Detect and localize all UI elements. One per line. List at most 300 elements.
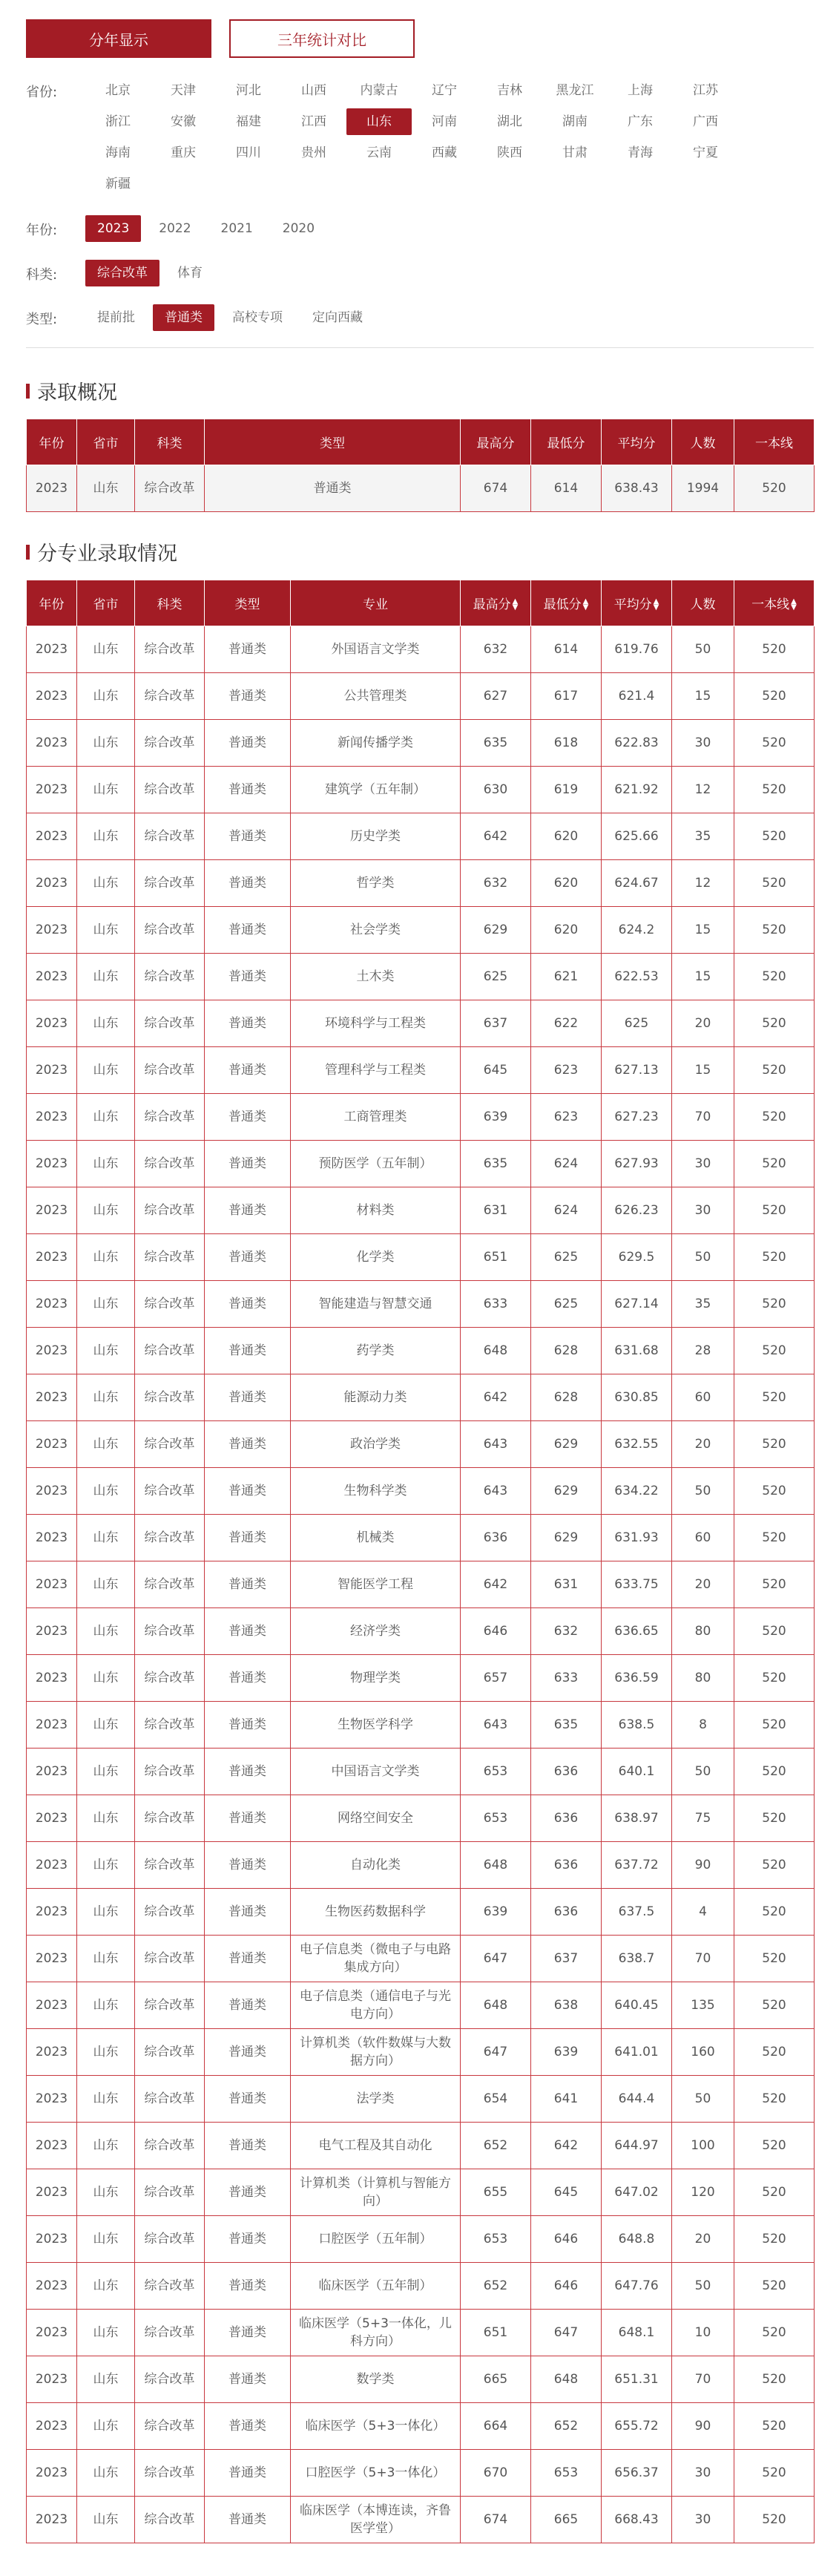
table-cell: 632.55 (602, 1421, 672, 1468)
table-cell: 2023 (27, 1795, 77, 1842)
table-cell: 653 (461, 1795, 531, 1842)
table-cell: 50 (672, 626, 734, 673)
table-row (27, 673, 815, 720)
table-cell: 法学类 (291, 2076, 461, 2123)
summary-header-cell: 平均分 (602, 419, 672, 465)
table-cell: 山东 (77, 2216, 135, 2263)
table-row (27, 1421, 815, 1468)
table-cell: 520 (734, 2450, 815, 2497)
table-cell: 山东 (77, 626, 135, 673)
table-cell: 75 (672, 1795, 734, 1842)
table-cell: 综合改革 (135, 1187, 205, 1234)
province-option[interactable]: 安徽 (171, 114, 196, 129)
province-option[interactable]: 黑龙江 (556, 83, 594, 98)
province-option[interactable]: 山西 (301, 83, 326, 98)
table-cell: 2023 (27, 2029, 77, 2076)
table-cell: 15 (672, 1047, 734, 1094)
tab-by-year[interactable]: 分年显示 (26, 19, 211, 58)
table-cell: 口腔医学（五年制） (291, 2216, 461, 2263)
province-option[interactable]: 辽宁 (432, 83, 457, 98)
table-cell: 普通类 (205, 2497, 291, 2543)
table-cell: 648 (461, 1842, 531, 1889)
table-cell: 普通类 (205, 1842, 291, 1889)
table-cell: 社会学类 (291, 907, 461, 954)
table-cell: 627.14 (602, 1281, 672, 1328)
province-option[interactable]: 云南 (366, 145, 392, 160)
table-cell: 520 (734, 1982, 815, 2029)
table-cell: 山东 (77, 813, 135, 860)
table-cell: 2023 (27, 2450, 77, 2497)
table-cell: 637 (461, 1000, 531, 1047)
table-cell: 655.72 (602, 2403, 672, 2450)
type-filter-label: 类型: (26, 312, 58, 327)
summary-header-cell: 科类 (135, 419, 205, 465)
table-cell: 520 (734, 2029, 815, 2076)
province-option[interactable]: 吉林 (497, 83, 522, 98)
table-cell: 520 (734, 907, 815, 954)
province-option[interactable]: 广东 (628, 114, 653, 129)
majors-header-cell[interactable] (531, 580, 602, 626)
table-cell: 637.72 (602, 1842, 672, 1889)
province-option[interactable]: 北京 (105, 83, 131, 98)
table-cell: 化学类 (291, 1234, 461, 1281)
province-filter-label: 省份: (26, 85, 58, 100)
table-cell: 625 (531, 1281, 602, 1328)
table-cell: 2023 (27, 1608, 77, 1655)
table-cell: 12 (672, 860, 734, 907)
table-cell: 2023 (27, 2216, 77, 2263)
table-cell: 653 (461, 2216, 531, 2263)
table-cell: 2023 (27, 813, 77, 860)
table-cell: 520 (734, 2216, 815, 2263)
table-cell: 644.97 (602, 2123, 672, 2169)
summary-cell: 2023 (27, 465, 77, 512)
province-option[interactable]: 宁夏 (693, 145, 718, 160)
table-cell: 633 (461, 1281, 531, 1328)
view-tabs (26, 19, 839, 58)
table-cell: 2023 (27, 720, 77, 767)
table-row (27, 2076, 815, 2123)
table-cell: 60 (672, 1374, 734, 1421)
table-cell: 653 (461, 1749, 531, 1795)
header-label: 平均分 (613, 597, 652, 612)
type-option[interactable]: 高校专项 (232, 310, 283, 325)
table-cell: 520 (734, 2169, 815, 2216)
table-cell: 普通类 (205, 954, 291, 1000)
province-option[interactable]: 河南 (432, 114, 457, 129)
province-option[interactable]: 青海 (628, 145, 653, 160)
province-option[interactable]: 新疆 (105, 177, 131, 191)
table-cell: 643 (461, 1702, 531, 1749)
table-cell: 622.53 (602, 954, 672, 1000)
table-row (27, 1000, 815, 1047)
header-label: 一本线 (751, 597, 790, 612)
table-row (27, 2169, 815, 2216)
table-cell: 山东 (77, 2123, 135, 2169)
table-cell: 520 (734, 1234, 815, 1281)
section-marker (26, 545, 30, 560)
table-cell: 2023 (27, 1374, 77, 1421)
table-cell: 20 (672, 1000, 734, 1047)
table-cell: 520 (734, 1608, 815, 1655)
table-cell: 综合改革 (135, 813, 205, 860)
table-row (27, 2216, 815, 2263)
province-option[interactable]: 陕西 (497, 145, 522, 160)
table-cell: 综合改革 (135, 1515, 205, 1561)
table-cell: 628 (531, 1374, 602, 1421)
summary-header-cell: 人数 (672, 419, 734, 465)
table-row (27, 2497, 815, 2543)
table-cell: 632 (531, 1608, 602, 1655)
table-cell: 综合改革 (135, 1094, 205, 1141)
table-cell: 综合改革 (135, 1936, 205, 1982)
header-label: 人数 (690, 597, 716, 612)
table-cell: 山东 (77, 1749, 135, 1795)
table-cell: 2023 (27, 1468, 77, 1515)
table-cell: 普通类 (205, 2216, 291, 2263)
summary-table (26, 419, 815, 512)
table-cell: 山东 (77, 2450, 135, 2497)
table-cell: 山东 (77, 2356, 135, 2403)
type-option[interactable]: 提前批 (97, 310, 135, 325)
table-cell: 647 (461, 1936, 531, 1982)
table-cell: 637.5 (602, 1889, 672, 1936)
table-cell: 普通类 (205, 2263, 291, 2310)
table-cell: 629 (461, 907, 531, 954)
table-row (27, 1234, 815, 1281)
table-cell: 135 (672, 1982, 734, 2029)
table-cell: 山东 (77, 1094, 135, 1141)
table-cell: 631 (461, 1187, 531, 1234)
table-cell: 620 (531, 860, 602, 907)
table-cell: 624 (531, 1141, 602, 1187)
summary-title-text: 录取概况 (37, 381, 117, 404)
province-option[interactable]: 湖南 (562, 114, 588, 129)
table-cell: 631 (531, 1561, 602, 1608)
table-cell: 635 (461, 1141, 531, 1187)
table-cell: 经济学类 (291, 1608, 461, 1655)
table-cell: 山东 (77, 2076, 135, 2123)
table-cell: 综合改革 (135, 2356, 205, 2403)
table-cell: 中国语言文学类 (291, 1749, 461, 1795)
table-cell: 普通类 (205, 1561, 291, 1608)
table-cell: 普通类 (205, 2356, 291, 2403)
table-row (27, 2450, 815, 2497)
type-option[interactable]: 定向西藏 (312, 310, 363, 325)
table-cell: 619.76 (602, 626, 672, 673)
tab-three-year-compare[interactable]: 三年统计对比 (229, 19, 415, 58)
table-cell: 619 (531, 767, 602, 813)
table-cell: 普通类 (205, 860, 291, 907)
majors-header-cell[interactable] (734, 580, 815, 626)
table-cell: 630.85 (602, 1374, 672, 1421)
table-cell: 2023 (27, 1000, 77, 1047)
table-cell: 120 (672, 2169, 734, 2216)
table-cell: 综合改革 (135, 720, 205, 767)
table-cell: 2023 (27, 2310, 77, 2356)
table-cell: 70 (672, 1936, 734, 1982)
table-cell: 614 (531, 626, 602, 673)
sort-icon[interactable]: ▲ ▼ (582, 597, 589, 612)
table-cell: 普通类 (205, 1702, 291, 1749)
province-option[interactable]: 湖北 (497, 114, 522, 129)
summary-header-row (27, 419, 815, 465)
table-cell: 647 (461, 2029, 531, 2076)
summary-cell: 普通类 (205, 465, 461, 512)
table-cell: 642 (531, 2123, 602, 2169)
table-row (27, 907, 815, 954)
table-cell: 综合改革 (135, 1047, 205, 1094)
table-cell: 山东 (77, 1141, 135, 1187)
subject-option[interactable]: 体育 (177, 266, 203, 281)
table-cell: 10 (672, 2310, 734, 2356)
table-row (27, 1608, 815, 1655)
table-row (27, 2403, 815, 2450)
type-option[interactable]: 普通类 (153, 304, 214, 331)
table-cell: 627.93 (602, 1141, 672, 1187)
table-cell: 山东 (77, 673, 135, 720)
table-cell: 627 (461, 673, 531, 720)
summary-cell: 674 (461, 465, 531, 512)
table-cell: 山东 (77, 2169, 135, 2216)
table-cell: 2023 (27, 1702, 77, 1749)
table-cell: 智能建造与智慧交通 (291, 1281, 461, 1328)
table-cell: 30 (672, 2497, 734, 2543)
table-cell: 520 (734, 2310, 815, 2356)
province-option[interactable]: 上海 (628, 83, 653, 98)
table-cell: 普通类 (205, 813, 291, 860)
table-cell: 160 (672, 2029, 734, 2076)
header-label: 最低分 (543, 597, 582, 612)
table-cell: 637 (531, 1936, 602, 1982)
table-cell: 2023 (27, 2263, 77, 2310)
table-cell: 636 (531, 1889, 602, 1936)
table-row (27, 1281, 815, 1328)
table-cell: 山东 (77, 1187, 135, 1234)
year-option[interactable]: 2022 (159, 221, 191, 236)
table-cell: 药学类 (291, 1328, 461, 1374)
table-cell: 生物医药数据科学 (291, 1889, 461, 1936)
table-cell: 35 (672, 813, 734, 860)
table-cell: 646 (531, 2216, 602, 2263)
table-cell: 综合改革 (135, 1702, 205, 1749)
table-cell: 山东 (77, 1374, 135, 1421)
table-cell: 8 (672, 1702, 734, 1749)
table-cell: 629 (531, 1515, 602, 1561)
table-cell: 625 (461, 954, 531, 1000)
table-cell: 普通类 (205, 1608, 291, 1655)
majors-header-cell[interactable] (602, 580, 672, 626)
table-cell: 山东 (77, 1982, 135, 2029)
province-option[interactable]: 广西 (693, 114, 718, 129)
table-cell: 642 (461, 813, 531, 860)
table-cell: 520 (734, 1187, 815, 1234)
majors-header-row (27, 580, 815, 626)
table-cell: 山东 (77, 1328, 135, 1374)
table-cell: 综合改革 (135, 1982, 205, 2029)
table-cell: 621 (531, 954, 602, 1000)
sort-icon[interactable]: ▲ ▼ (791, 597, 797, 612)
table-cell: 山东 (77, 1468, 135, 1515)
year-option[interactable]: 2021 (220, 221, 253, 236)
table-cell: 临床医学（本博连读，齐鲁医学堂） (291, 2497, 461, 2543)
table-cell: 642 (461, 1561, 531, 1608)
subject-options (85, 258, 783, 289)
table-cell: 建筑学（五年制） (291, 767, 461, 813)
province-option[interactable]: 海南 (105, 145, 131, 160)
province-option[interactable]: 江西 (301, 114, 326, 129)
table-cell: 普通类 (205, 1889, 291, 1936)
province-option[interactable]: 天津 (171, 83, 196, 98)
province-option[interactable]: 贵州 (301, 145, 326, 160)
table-cell: 能源动力类 (291, 1374, 461, 1421)
table-cell: 627.13 (602, 1047, 672, 1094)
table-cell: 山东 (77, 954, 135, 1000)
table-row (27, 1561, 815, 1608)
table-cell: 数学类 (291, 2356, 461, 2403)
table-cell: 657 (461, 1655, 531, 1702)
table-cell: 670 (461, 2450, 531, 2497)
table-cell: 647 (531, 2310, 602, 2356)
table-cell: 山东 (77, 1936, 135, 1982)
table-cell: 648 (531, 2356, 602, 2403)
table-cell: 674 (461, 2497, 531, 2543)
header-label: 类型 (234, 597, 260, 612)
table-cell: 2023 (27, 767, 77, 813)
table-cell: 15 (672, 954, 734, 1000)
province-option[interactable]: 甘肃 (562, 145, 588, 160)
majors-section-title (26, 537, 839, 566)
year-option[interactable]: 2023 (85, 215, 141, 242)
table-cell: 628 (531, 1328, 602, 1374)
type-filter (26, 303, 839, 334)
table-cell: 50 (672, 2076, 734, 2123)
table-cell: 100 (672, 2123, 734, 2169)
table-cell: 2023 (27, 954, 77, 1000)
table-cell: 2023 (27, 1749, 77, 1795)
table-cell: 625 (531, 1234, 602, 1281)
table-cell: 综合改革 (135, 1561, 205, 1608)
province-option[interactable]: 河北 (236, 83, 261, 98)
table-cell: 2023 (27, 1328, 77, 1374)
table-cell: 管理科学与工程类 (291, 1047, 461, 1094)
table-cell: 632 (461, 626, 531, 673)
table-cell: 2023 (27, 907, 77, 954)
table-cell: 山东 (77, 1608, 135, 1655)
table-row (27, 1749, 815, 1795)
table-cell: 计算机类（软件数媒与大数据方向） (291, 2029, 461, 2076)
table-row (27, 1187, 815, 1234)
summary-cell: 614 (531, 465, 602, 512)
province-option[interactable]: 重庆 (171, 145, 196, 160)
table-cell: 654 (461, 2076, 531, 2123)
table-row (27, 1374, 815, 1421)
table-cell: 综合改革 (135, 2263, 205, 2310)
table-cell: 20 (672, 1421, 734, 1468)
table-row (27, 1655, 815, 1702)
table-cell: 625 (602, 1000, 672, 1047)
table-row (27, 1047, 815, 1094)
table-cell: 646 (531, 2263, 602, 2310)
majors-header-cell (291, 580, 461, 626)
subject-option[interactable]: 综合改革 (85, 260, 159, 286)
table-cell: 普通类 (205, 1234, 291, 1281)
year-option[interactable]: 2020 (282, 221, 315, 236)
table-cell: 2023 (27, 2356, 77, 2403)
table-cell: 普通类 (205, 1000, 291, 1047)
table-cell: 普通类 (205, 2169, 291, 2216)
table-cell: 环境科学与工程类 (291, 1000, 461, 1047)
table-cell: 普通类 (205, 1281, 291, 1328)
table-cell: 629 (531, 1421, 602, 1468)
table-cell: 622 (531, 1000, 602, 1047)
table-cell: 35 (672, 1281, 734, 1328)
table-cell: 520 (734, 1141, 815, 1187)
province-option[interactable]: 内蒙古 (360, 83, 398, 98)
table-cell: 山东 (77, 1889, 135, 1936)
table-cell: 综合改革 (135, 626, 205, 673)
sort-icon[interactable]: ▲ ▼ (653, 597, 659, 612)
table-cell: 综合改革 (135, 1468, 205, 1515)
table-cell: 普通类 (205, 2076, 291, 2123)
table-cell: 山东 (77, 1421, 135, 1468)
table-cell: 综合改革 (135, 1421, 205, 1468)
table-cell: 520 (734, 813, 815, 860)
table-cell: 639 (461, 1889, 531, 1936)
summary-header-cell: 最高分 (461, 419, 531, 465)
table-cell: 636 (531, 1749, 602, 1795)
table-cell: 520 (734, 2123, 815, 2169)
majors-header-cell[interactable] (461, 580, 531, 626)
table-cell: 综合改革 (135, 2310, 205, 2356)
province-option[interactable]: 江苏 (693, 83, 718, 98)
table-cell: 普通类 (205, 1374, 291, 1421)
table-cell: 651 (461, 1234, 531, 1281)
table-cell: 2023 (27, 1889, 77, 1936)
table-cell: 普通类 (205, 1141, 291, 1187)
table-cell: 2023 (27, 1234, 77, 1281)
table-cell: 综合改革 (135, 1281, 205, 1328)
table-cell: 520 (734, 1000, 815, 1047)
province-option[interactable]: 福建 (236, 114, 261, 129)
table-cell: 山东 (77, 1561, 135, 1608)
table-cell: 520 (734, 860, 815, 907)
table-cell: 综合改革 (135, 1374, 205, 1421)
table-cell: 520 (734, 2356, 815, 2403)
table-cell: 综合改革 (135, 2450, 205, 2497)
table-row (27, 813, 815, 860)
province-option[interactable]: 山东 (346, 108, 412, 135)
table-cell: 653 (531, 2450, 602, 2497)
table-cell: 520 (734, 2263, 815, 2310)
table-cell: 648.1 (602, 2310, 672, 2356)
table-cell: 15 (672, 673, 734, 720)
summary-cell: 1994 (672, 465, 734, 512)
table-cell: 631.68 (602, 1328, 672, 1374)
table-cell: 山东 (77, 2497, 135, 2543)
table-cell: 645 (531, 2169, 602, 2216)
province-option[interactable]: 浙江 (105, 114, 131, 129)
sort-icon[interactable]: ▲ ▼ (512, 597, 519, 612)
table-cell: 520 (734, 720, 815, 767)
province-option[interactable]: 西藏 (432, 145, 457, 160)
table-cell: 643 (461, 1421, 531, 1468)
table-cell: 652 (461, 2263, 531, 2310)
table-cell: 617 (531, 673, 602, 720)
table-cell: 642 (461, 1374, 531, 1421)
province-option[interactable]: 四川 (236, 145, 261, 160)
table-cell: 647.76 (602, 2263, 672, 2310)
